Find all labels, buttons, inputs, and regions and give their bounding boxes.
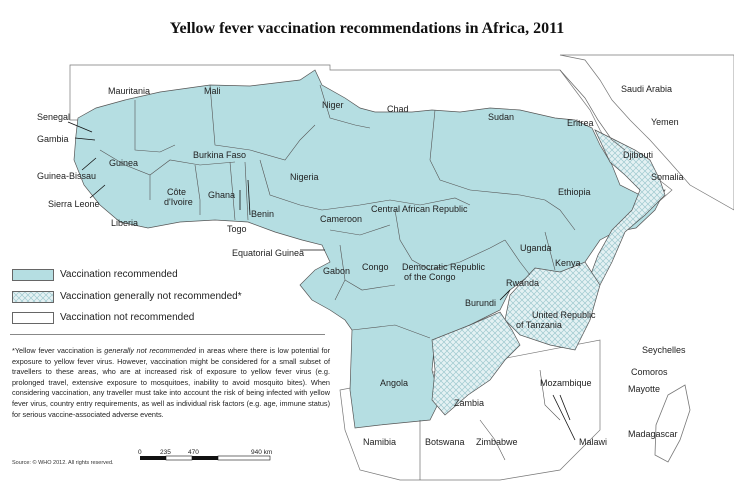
label-liberia: Liberia	[111, 218, 139, 228]
label-niger: Niger	[322, 100, 344, 110]
label-uganda: Uganda	[520, 243, 552, 253]
label-eritrea: Eritrea	[567, 118, 594, 128]
label-zimbabwe: Zimbabwe	[476, 437, 518, 447]
label-sierra-leone: Sierra Leone	[48, 199, 100, 209]
label-cote-divoire-2: d'Ivoire	[164, 197, 193, 207]
label-central-african-republic: Central African Republic	[371, 204, 468, 214]
label-saudi-arabia: Saudi Arabia	[621, 84, 673, 94]
madagascar-landmass	[655, 385, 690, 462]
label-mayotte: Mayotte	[628, 384, 661, 394]
label-somalia: Somalia	[651, 172, 684, 182]
label-equatorial-guinea: Equatorial Guinea	[232, 248, 305, 258]
source-credit: Source: © WHO 2012. All rights reserved.	[12, 460, 114, 466]
label-mozambique: Mozambique	[540, 378, 592, 388]
label-senegal: Senegal	[37, 112, 71, 122]
label-comoros: Comoros	[631, 367, 668, 377]
label-congo: Congo	[362, 262, 389, 272]
label-tanzania-2: of Tanzania	[516, 320, 562, 330]
label-cote-divoire-1: Côte	[167, 187, 187, 197]
scale-tick-940: 940 km	[251, 449, 273, 456]
label-burkina-faso: Burkina Faso	[193, 150, 247, 160]
label-guinea-bissau: Guinea-Bissau	[37, 171, 97, 181]
label-zambia: Zambia	[454, 398, 485, 408]
label-drc-2: of the Congo	[404, 272, 456, 282]
label-guinea: Guinea	[109, 158, 139, 168]
label-sudan: Sudan	[488, 112, 515, 122]
label-ghana: Ghana	[208, 190, 236, 200]
scale-tick-235: 235	[160, 449, 171, 456]
label-chad: Chad	[387, 104, 409, 114]
footnote-emphasis: generally not recommended	[104, 346, 196, 355]
label-kenya: Kenya	[555, 258, 581, 268]
scale-tick-470: 470	[188, 449, 199, 456]
label-ethiopia: Ethiopia	[558, 187, 591, 197]
footnote-prefix: *Yellow fever vaccination is	[12, 346, 105, 355]
legend-divider	[10, 334, 325, 335]
legend-swatch-recommended	[12, 269, 54, 281]
label-cameroon: Cameroon	[320, 214, 363, 224]
label-malawi: Malawi	[579, 437, 608, 447]
label-togo: Togo	[227, 224, 247, 234]
label-madagascar: Madagascar	[628, 429, 678, 439]
label-drc-1: Democratic Republic	[402, 262, 486, 272]
label-djibouti: Djibouti	[623, 150, 654, 160]
label-mali: Mali	[204, 86, 221, 96]
label-yemen: Yemen	[651, 117, 679, 127]
scale-bar	[140, 456, 270, 460]
scale-tick-0: 0	[138, 449, 142, 456]
label-rwanda: Rwanda	[506, 278, 540, 288]
label-burundi: Burundi	[465, 298, 497, 308]
legend-swatch-not-recommended	[12, 312, 54, 324]
label-gambia: Gambia	[37, 134, 69, 144]
footnote-rest: in areas where there is low potential for exposure to yellow fever virus. However, vaccination might be considered for a small subset of travellers to these areas, who are at increased risk of exposure to yellow fever virus (e.g. prolonged travel, extensive exposure to mosquitoes, inability to avoid mosquito bites). When considering vaccination, any traveller must take into account the risk of being infected with yellow fever virus, country entry requirements, as well as individual risk factors (e.g. age, immune status) for serious vaccine-associated adverse events.	[12, 346, 330, 419]
label-benin: Benin	[251, 209, 275, 219]
label-namibia: Namibia	[363, 437, 397, 447]
label-tanzania-1: United Republic	[532, 310, 596, 320]
legend-label-not-recommended: Vaccination not recommended	[60, 312, 195, 323]
label-seychelles: Seychelles	[642, 345, 686, 355]
label-angola: Angola	[380, 378, 409, 388]
legend-label-recommended: Vaccination recommended	[60, 269, 178, 280]
label-nigeria: Nigeria	[290, 172, 319, 182]
map-title: Yellow fever vaccination recommendations in Africa, 2011	[169, 20, 565, 37]
label-gabon: Gabon	[323, 266, 351, 276]
footnote	[12, 346, 330, 420]
legend-swatch-hatched	[12, 291, 54, 303]
label-botswana: Botswana	[425, 437, 465, 447]
label-mauritania: Mauritania	[108, 86, 151, 96]
legend-label-generally-not-recommended: Vaccination generally not recommended*	[60, 291, 242, 302]
